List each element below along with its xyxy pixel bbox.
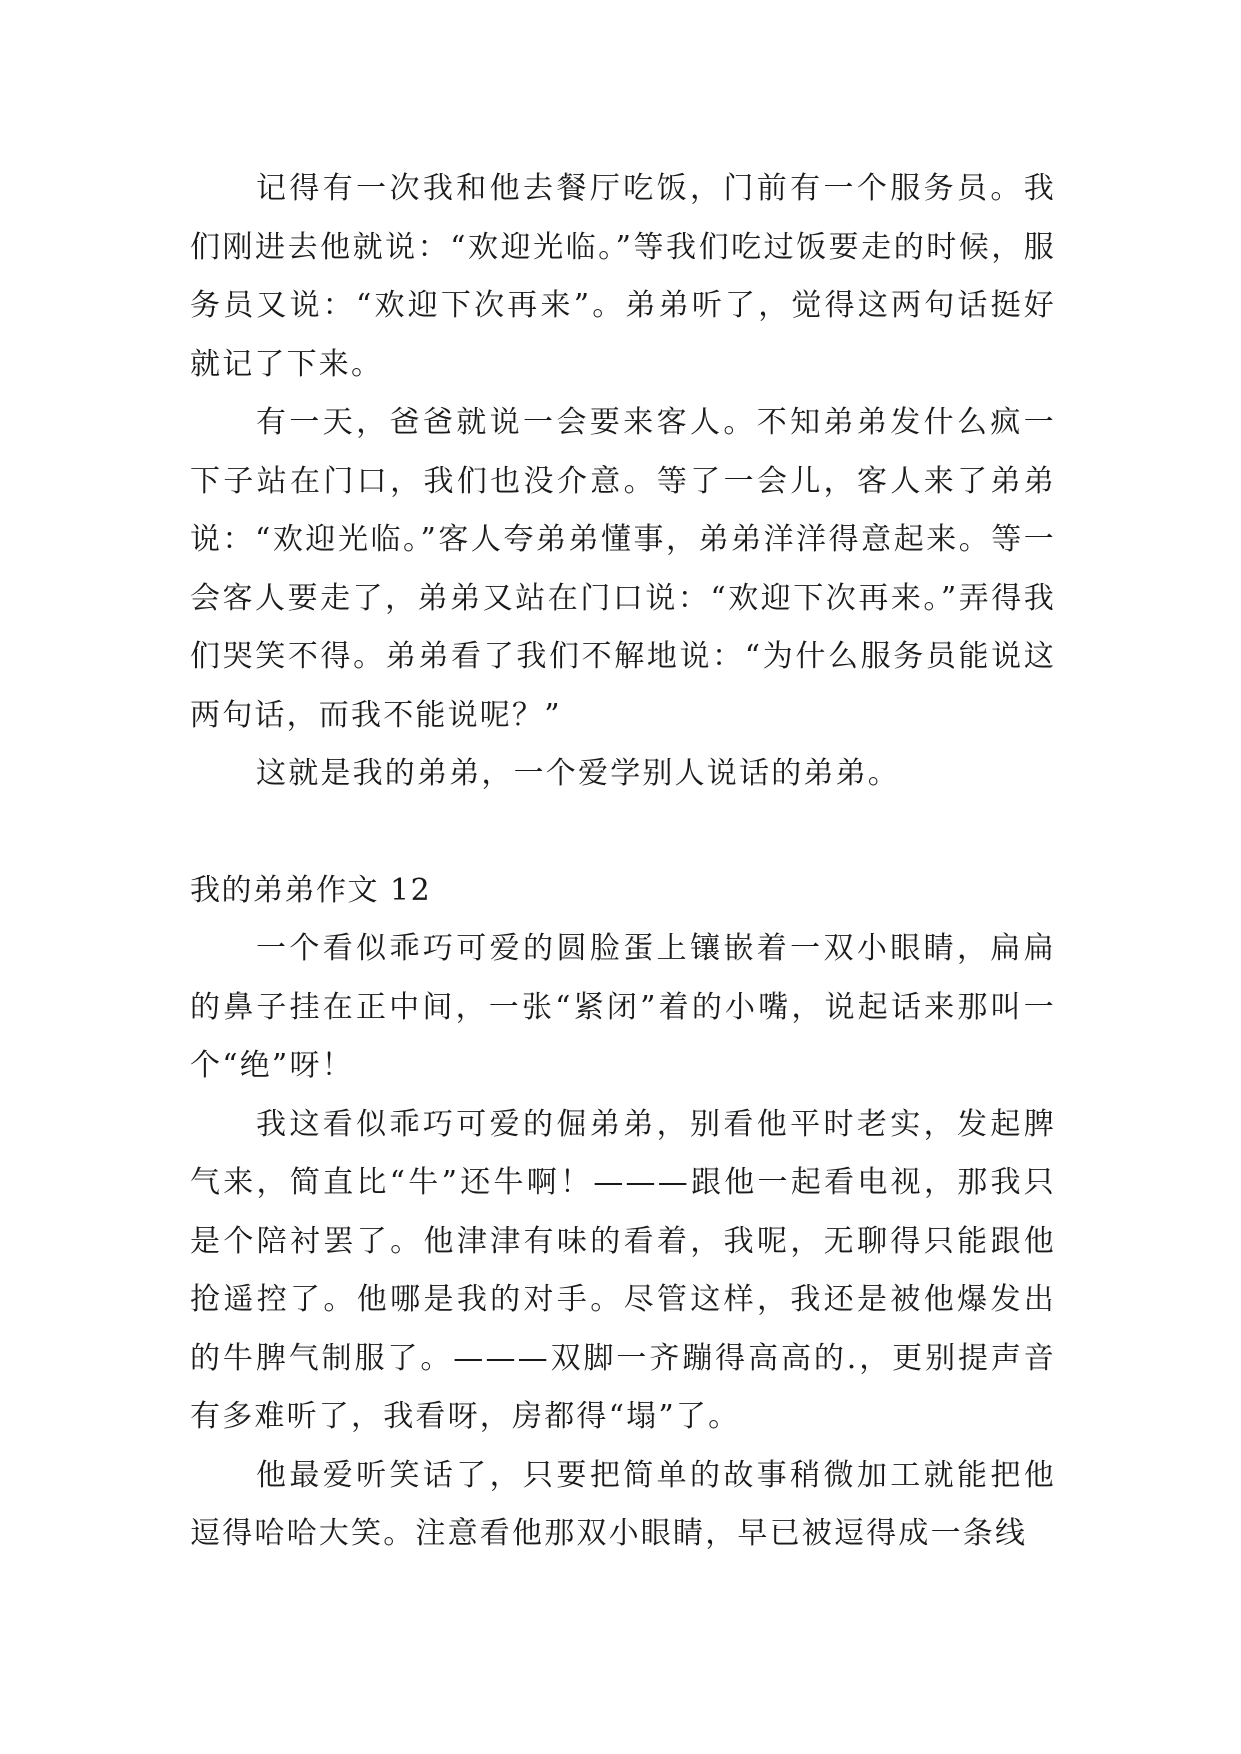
paragraph-restaurant: 记得有一次我和他去餐厅吃饭，门前有一个服务员。我们刚进去他就说：“欢迎光临。”等我们吃过饭要走的时候，服务员又说：“欢迎下次再来”。弟弟听了，觉得这两句话挺好就记了下来。 bbox=[190, 171, 1056, 382]
paragraph-appearance: 一个看似乖巧可爱的圆脸蛋上镶嵌着一双小眼睛，扁扁的鼻子挂在正中间，一张“紧闭”着的小嘴，说起话来那叫一个“绝”呀！ bbox=[190, 931, 1056, 1083]
document-body bbox=[190, 160, 1056, 1564]
paragraph-summary: 这就是我的弟弟，一个爱学别人说话的弟弟。 bbox=[256, 756, 900, 791]
essay-heading: 我的弟弟作文 12 bbox=[190, 872, 432, 908]
paragraph-guests: 有一天，爸爸就说一会要来客人。不知弟弟发什么疯一下子站在门口，我们也没介意。等了一会儿，客人来了弟弟说：“欢迎光临。”客人夸弟弟懂事，弟弟洋洋得意起来。等一会客人要走了，弟弟又站在门口说：“欢迎下次再来。”弄得我们哭笑不得。弟弟看了我们不解地说：“为什么服务员能说这两句话，而我不能说呢？” bbox=[190, 405, 1056, 733]
paragraph-jokes: 他最爱听笑话了，只要把简单的故事稍微加工就能把他逗得哈哈大笑。注意看他那双小眼睛，早已被逗得成一条线 bbox=[190, 1457, 1056, 1551]
section-spacer bbox=[190, 804, 1056, 862]
paragraph-temper: 我这看似乖巧可爱的倔弟弟，别看他平时老实，发起脾气来，简直比“牛”还牛啊！———跟他一起看电视，那我只是个陪衬罢了。他津津有味的看着，我呢，无聊得只能跟他抢遥控了。他哪是我的对手。尽管这样，我还是被他爆发出的牛脾气制服了。———双脚一齐蹦得高高的.，更别提声音有多难听了，我看呀，房都得“塌”了。 bbox=[190, 1106, 1056, 1434]
